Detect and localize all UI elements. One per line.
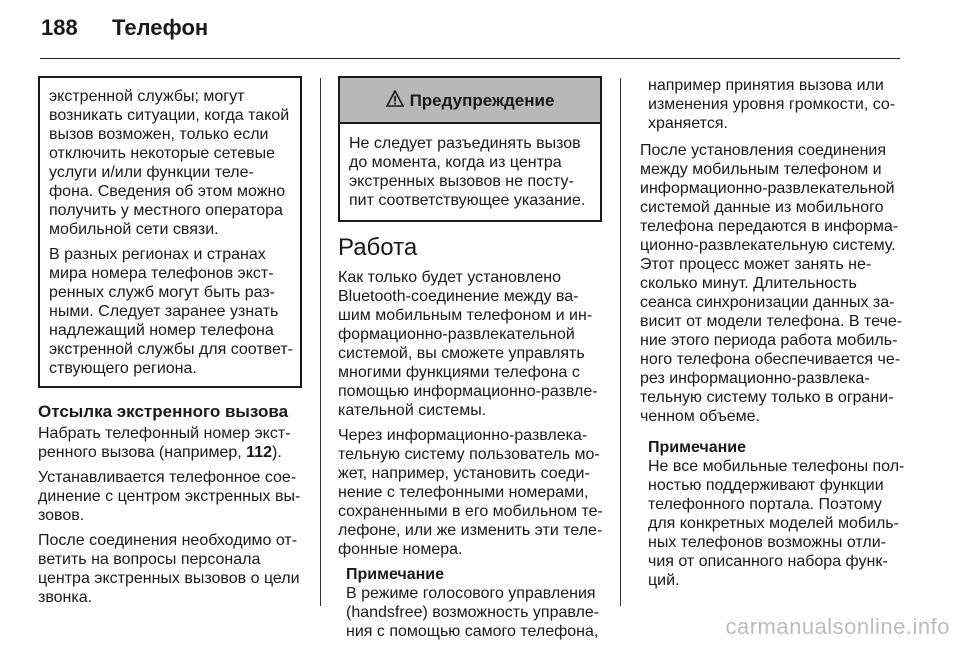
paragraph-answer (38, 531, 302, 607)
text-line: системой, вы сможете управлять (338, 345, 585, 362)
text-line: мира номера телефонов экст- (49, 265, 274, 282)
text-line: телефонного портала. Поэтому (648, 496, 882, 513)
text-line: храняется. (648, 115, 728, 132)
text-line: После соединения необходимо от- (38, 532, 298, 549)
text-line: звонка. (38, 589, 93, 606)
note-portal (640, 438, 910, 590)
text-line: ных телефонов возможны отли- (648, 534, 886, 551)
note-title: Примечание (346, 566, 445, 583)
text-line: (handsfree) возможность управле- (346, 604, 600, 621)
column-2 (338, 76, 602, 647)
text-line: жет, например, установить соеди- (338, 465, 590, 482)
text-line: телефона передаются в информа- (640, 218, 899, 235)
text-line: Этот процесс может занять не- (640, 256, 872, 273)
column-divider-1 (320, 78, 321, 606)
column-1 (38, 76, 302, 613)
text-line: изменения уровня громкости, со- (648, 96, 896, 113)
text-line: сохраненными в его мобильном те- (338, 503, 603, 520)
text-line: Не все мобильные телефоны пол- (648, 458, 905, 475)
text-line: услуги и/или функции теле- (49, 164, 254, 181)
note-continued-text (648, 76, 910, 133)
text-line: ствующего региона. (49, 360, 197, 377)
text-line: ренных служб могут быть раз- (49, 284, 275, 301)
text-line: формационно-развлекательной (338, 326, 575, 343)
text-line: системой данные из мобильного (640, 199, 884, 216)
text-line: ными. Следует заранее узнать (49, 303, 279, 320)
text-line: нение с телефонными номерами, (338, 484, 589, 501)
watermark: carmanualsonline.info (725, 614, 950, 639)
text-line: ционно-развлекательную систему. (640, 237, 896, 254)
emergency-number: 112 (246, 444, 272, 461)
text-line: пит соответствующее указание. (349, 192, 586, 209)
text-line: для конкретных моделей мобиль- (648, 515, 899, 532)
text-line: многими функциями телефона с (338, 364, 580, 381)
info-paragraph-2 (49, 245, 292, 378)
text-line: ностью поддерживают функции (648, 477, 884, 494)
text-line: информационно-развлекательной (640, 180, 895, 197)
column-divider-2 (620, 78, 621, 606)
info-box (38, 76, 302, 388)
text-line: шим мобильным телефоном и ин- (338, 307, 593, 324)
paragraph-dial: Набрать телефонный номер экст- ренного вызова (например, 112). (38, 425, 291, 461)
text-line: центра экстренных вызовов о цели (38, 570, 300, 587)
text-line: ветить на вопросы персонала (38, 551, 261, 568)
text-line: помощью информационно-развле- (338, 383, 598, 400)
text-line: фонные номера. (338, 541, 463, 558)
paragraph-sync (640, 141, 910, 426)
text-line: В разных регионах и странах (49, 246, 266, 263)
section-heading-operation: Работа (338, 234, 418, 261)
paragraph-numbers (338, 426, 602, 559)
note-continued (640, 76, 910, 133)
text-line: рез информационно-развлека- (640, 370, 870, 387)
note-text (648, 457, 910, 590)
header-rule (40, 58, 900, 59)
text-line: экстренных вызовов не посту- (349, 173, 574, 190)
text-line: ние этого периода работа мобиль- (640, 332, 898, 349)
paragraph-bluetooth (338, 268, 602, 420)
text-line: кательной системы. (338, 402, 487, 419)
text-line: В режиме голосового управления (346, 585, 596, 602)
text-line: висит от модели телефона. В тече- (640, 313, 903, 330)
warning-box (338, 76, 602, 222)
text-line: возникать ситуации, когда такой (49, 107, 290, 124)
text-line: фона. Сведения об этом можно (49, 183, 286, 200)
text-line: чия от описанного набора функ- (648, 553, 888, 570)
text-line: После установления соединения (640, 142, 886, 159)
warning-triangle-icon (386, 90, 404, 111)
text-line: сколько минут. Длительность (640, 275, 857, 292)
text-line: ного телефона обеспечивается че- (640, 351, 901, 368)
text-line: между мобильным телефоном и (640, 161, 882, 178)
note-title: Примечание (648, 439, 747, 456)
text-line: отключить некоторые сетевые (49, 145, 275, 162)
column-3 (640, 76, 910, 596)
section-heading-emergency: Отсылка экстренного вызова (38, 402, 289, 421)
page-number: 188 (41, 15, 78, 40)
text-line: экстренной службы для соответ- (49, 341, 294, 358)
text-line: ций. (648, 572, 680, 589)
text-line: вызов возможен, только если (49, 126, 269, 143)
note-handsfree (338, 565, 602, 641)
text-line: ченном объеме. (640, 408, 761, 425)
text-line: до момента, когда из центра (349, 154, 562, 171)
text-line: Как только будет установлено (338, 269, 562, 286)
text-line: динение с центром экстренных вы- (38, 488, 301, 505)
text-line: Не следует разъединять вызов (349, 135, 581, 152)
text-line: ния с помощью самого телефона, (346, 623, 599, 640)
text-line: Bluetooth-соединение между ва- (338, 288, 579, 305)
text-line: надлежащий номер телефона (49, 322, 274, 339)
warning-body (340, 124, 600, 220)
page-title: Телефон (112, 15, 209, 40)
text-line: Устанавливается телефонное сое- (38, 469, 297, 486)
text-line: тельную систему пользователь мо- (338, 446, 600, 463)
note-text (346, 584, 602, 641)
text-line: мобильной сети связи. (49, 221, 219, 238)
text-line: лефоне, или же изменить эти теле- (338, 522, 603, 539)
text-line: например принятия вызова или (648, 77, 884, 94)
info-paragraph-1 (49, 87, 292, 239)
text-line: Через информационно-развлека- (338, 427, 588, 444)
text-line: зовов. (38, 507, 85, 524)
warning-header (340, 78, 600, 124)
text-line: сеанса синхронизации данных за- (640, 294, 895, 311)
paragraph-connect (38, 468, 302, 525)
text-line: получить у местного оператора (49, 202, 283, 219)
text-line: тельную систему только в ограни- (640, 389, 894, 406)
text-line: экстренной службы; могут (49, 88, 245, 105)
warning-title: Предупреждение (409, 90, 555, 110)
